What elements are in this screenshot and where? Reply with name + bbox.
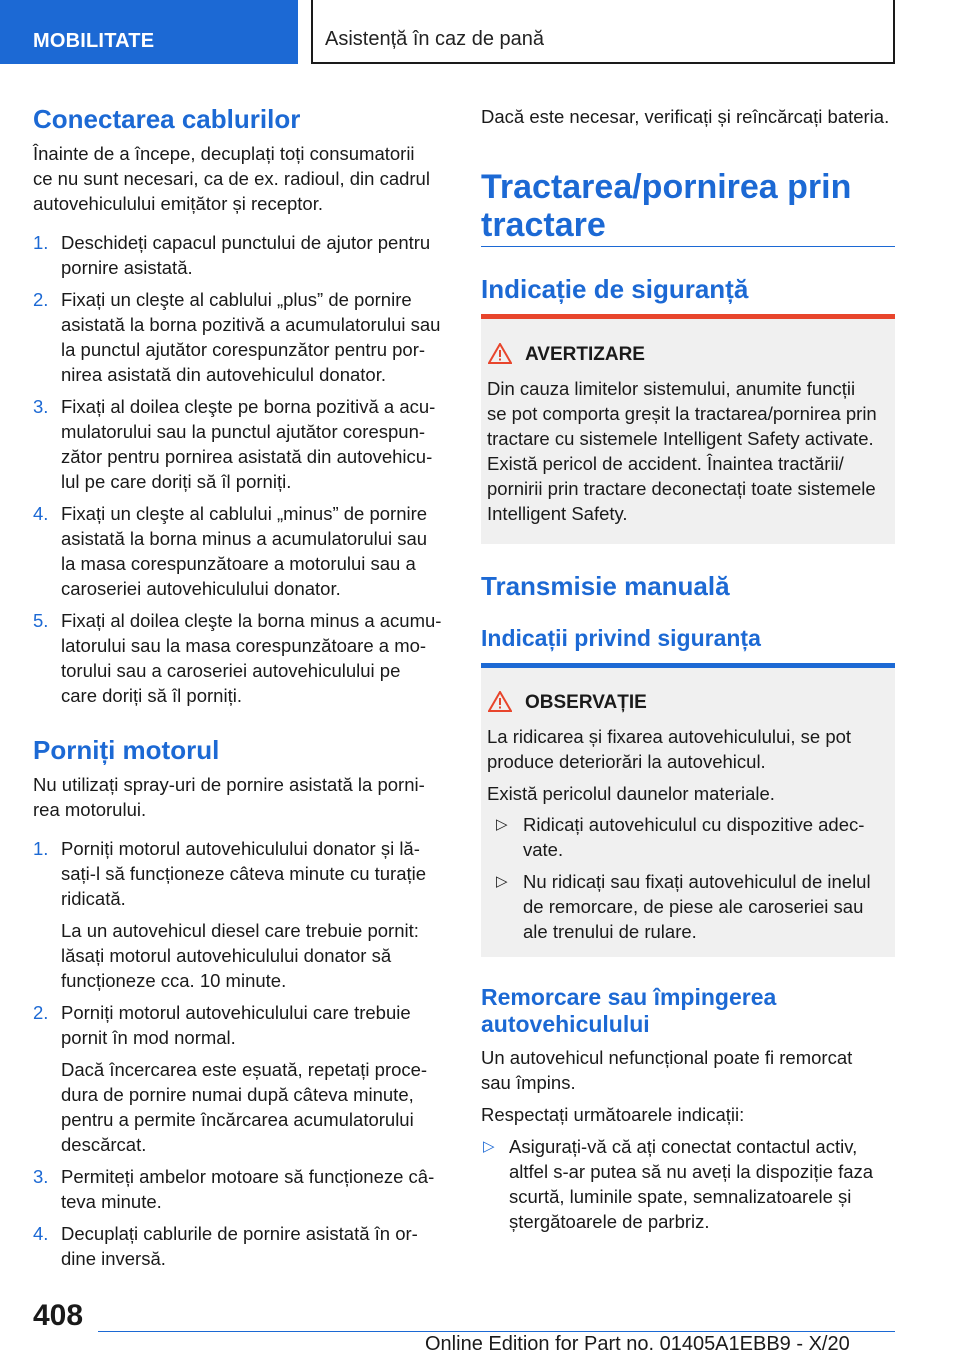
tow-bullet-text: ștergătoarele de parbriz.	[509, 1211, 710, 1232]
warning-triangle-icon	[488, 343, 512, 364]
header-divider-right	[893, 0, 895, 64]
notice-line: Există pericolul daunelor materiale.	[487, 783, 775, 804]
title-towing-line-0: Tractarea/pornirea prin	[481, 168, 852, 206]
step-subtext: funcționeze cca. 10 minute.	[61, 970, 287, 991]
step-text: zător pentru pornirea asistată din autovehicu-	[61, 446, 433, 467]
battery-note: Dacă este necesar, verificați și reîncărcați bateria.	[481, 106, 890, 127]
heading-connect-cables: Conectarea cablurilor	[33, 104, 301, 134]
warning-line: Din cauza limitelor sistemului, anumite funcții	[487, 378, 856, 399]
step-number: 1.	[33, 232, 49, 253]
bullet-triangle-icon: ▷	[496, 816, 508, 833]
tow-bullet-text: Asigurați-vă că ați conectat contactul activ,	[509, 1136, 858, 1157]
step-subtext: dura de pornire numai după câteva minute,	[61, 1084, 414, 1105]
step-text: asistată la borna pozitivă a acumulatorului sau	[61, 314, 441, 335]
step-text: torului sau a caroseriei autovehiculului pe	[61, 660, 401, 681]
warning-line: tractare cu sistemele Intelligent Safety activate.	[487, 428, 874, 449]
step-text: teva minute.	[61, 1191, 162, 1212]
warning-line: se pot comporta greșit la tractarea/pornirea prin	[487, 403, 877, 424]
step-text: latorului sau la masa corespunzătoare a mo-	[61, 635, 427, 656]
step-text: ridicată.	[61, 888, 126, 909]
step-text: caroseriei autovehiculului donator.	[61, 578, 341, 599]
notice-box	[481, 663, 895, 957]
notice-bullet-text: vate.	[523, 839, 564, 860]
step-text: asistată la borna minus a acumulatorului sau	[61, 528, 428, 549]
tow-note: Respectați următoarele indicații:	[481, 1104, 745, 1125]
cables-intro-line-0: Înainte de a începe, decuplați toți consumatorii	[33, 143, 415, 164]
notice-label: OBSERVAȚIE	[525, 692, 647, 713]
step-subtext: La un autovehicul diesel care trebuie pornit:	[61, 920, 419, 941]
engine-intro-line-1: rea motorului.	[33, 799, 147, 820]
page-header	[0, 0, 960, 66]
step-number: 2.	[33, 289, 49, 310]
step-text: la masa corespunzătoare a motorului sau a	[61, 553, 416, 574]
page-number: 408	[33, 1299, 84, 1332]
chapter-title: Asistență în caz de pană	[325, 28, 545, 50]
notice-bullet-text: Nu ridicați sau fixați autovehiculul de inelul	[523, 871, 871, 892]
step-text: Fixați un cleşte al cablului „plus” de pornire	[61, 289, 412, 310]
notice-bar	[481, 663, 895, 668]
step-text: Porniți motorul autovehiculului care trebuie	[61, 1002, 411, 1023]
cables-intro-line-1: ce nu sunt necesari, ca de ex. radioul, din cadrul	[33, 168, 430, 189]
step-text: care doriți să îl porniți.	[61, 685, 242, 706]
bullet-triangle-icon: ▷	[496, 873, 508, 890]
step-text: Fixați un cleşte al cablului „minus” de pornire	[61, 503, 428, 524]
header-divider	[311, 0, 313, 64]
subheading-safety-info: Indicații privind siguranța	[481, 625, 761, 651]
notice-bullet-text: ale trenului de rulare.	[523, 921, 697, 942]
notice-bullet-text: de remorcare, de piese ale caroseriei sau	[523, 896, 864, 917]
title-towing-line-1: tractare	[481, 206, 606, 244]
step-subtext: lăsați motorul autovehiculului donator să	[61, 945, 392, 966]
notice-line: La ridicarea și fixarea autovehiculului, se pot	[487, 726, 852, 747]
step-number: 3.	[33, 396, 49, 417]
heading-start-engine: Porniți motorul	[33, 735, 220, 765]
heading-tow-line-0: Remorcare sau împingerea	[481, 984, 777, 1010]
tow-intro-line: Un autovehicul nefuncțional poate fi remorcat	[481, 1047, 853, 1068]
step-number: 1.	[33, 838, 49, 859]
edition-text: Online Edition for Part no. 01405A1EBB9 - X/20	[425, 1333, 850, 1355]
step-subtext: descărcat.	[61, 1134, 147, 1155]
warning-triangle-icon	[488, 691, 512, 712]
tow-bullet-text: altfel s-ar putea să nu aveți la dispoziție faza	[509, 1161, 874, 1182]
heading-manual-transmission: Transmisie manuală	[481, 571, 730, 601]
step-text: sați-l să funcționeze câteva minute cu turație	[61, 863, 427, 884]
step-text: Decuplați cablurile de pornire asistată în or-	[61, 1223, 418, 1244]
warning-label: AVERTIZARE	[525, 344, 645, 365]
heading-safety-note: Indicație de siguranță	[481, 274, 749, 304]
step-text: mulatorului sau la punctul ajutător corespun-	[61, 421, 426, 442]
title-rule	[481, 246, 895, 247]
warning-bar	[481, 314, 895, 319]
step-text: dine inversă.	[61, 1248, 166, 1269]
step-subtext: pentru a permite încărcarea acumulatorului	[61, 1109, 414, 1130]
header-underline	[311, 62, 895, 64]
step-subtext: Dacă încercarea este eșuată, repetați proce-	[61, 1059, 428, 1080]
warning-line: Intelligent Safety.	[487, 503, 628, 524]
step-text: Porniți motorul autovehiculului donator și lă-	[61, 838, 420, 859]
step-number: 4.	[33, 503, 49, 524]
heading-tow-line-1: autovehiculului	[481, 1011, 650, 1037]
step-text: la punctul ajutător corespunzător pentru por-	[61, 339, 426, 360]
tow-bullet-text: scurtă, luminile spate, semnalizatoarele și	[509, 1186, 852, 1207]
step-number: 5.	[33, 610, 49, 631]
notice-line: produce deteriorări la autovehicul.	[487, 751, 766, 772]
step-number: 3.	[33, 1166, 49, 1187]
step-text: lul pe care doriți să îl porniți.	[61, 471, 292, 492]
warning-line: Există pericol de accident. Înaintea tractării/	[487, 453, 844, 474]
step-text: Permiteți ambelor motoare să funcționeze câ-	[61, 1166, 435, 1187]
section-tab: MOBILITATE	[0, 0, 298, 64]
step-text: Deschideți capacul punctului de ajutor pentru	[61, 232, 431, 253]
bullet-triangle-icon: ▷	[483, 1138, 495, 1155]
cables-intro-line-2: autovehiculului emițător și receptor.	[33, 193, 323, 214]
step-text: Fixați al doilea cleşte la borna minus a acumu-	[61, 610, 442, 631]
step-number: 4.	[33, 1223, 49, 1244]
footer-rule	[98, 1331, 895, 1332]
engine-intro-line-0: Nu utilizați spray-uri de pornire asistată la porni-	[33, 774, 425, 795]
warning-box	[481, 314, 895, 544]
step-number: 2.	[33, 1002, 49, 1023]
step-text: pornit în mod normal.	[61, 1027, 236, 1048]
step-text: nirea asistată din autovehiculul donator.	[61, 364, 386, 385]
step-text: pornire asistată.	[61, 257, 193, 278]
step-text: Fixați al doilea cleşte pe borna pozitivă a acu-	[61, 396, 436, 417]
warning-line: pornirii prin tractare deconectați toate sistemele	[487, 478, 876, 499]
tow-intro-line: sau împins.	[481, 1072, 576, 1093]
notice-bullet-text: Ridicați autovehiculul cu dispozitive adec-	[523, 814, 865, 835]
